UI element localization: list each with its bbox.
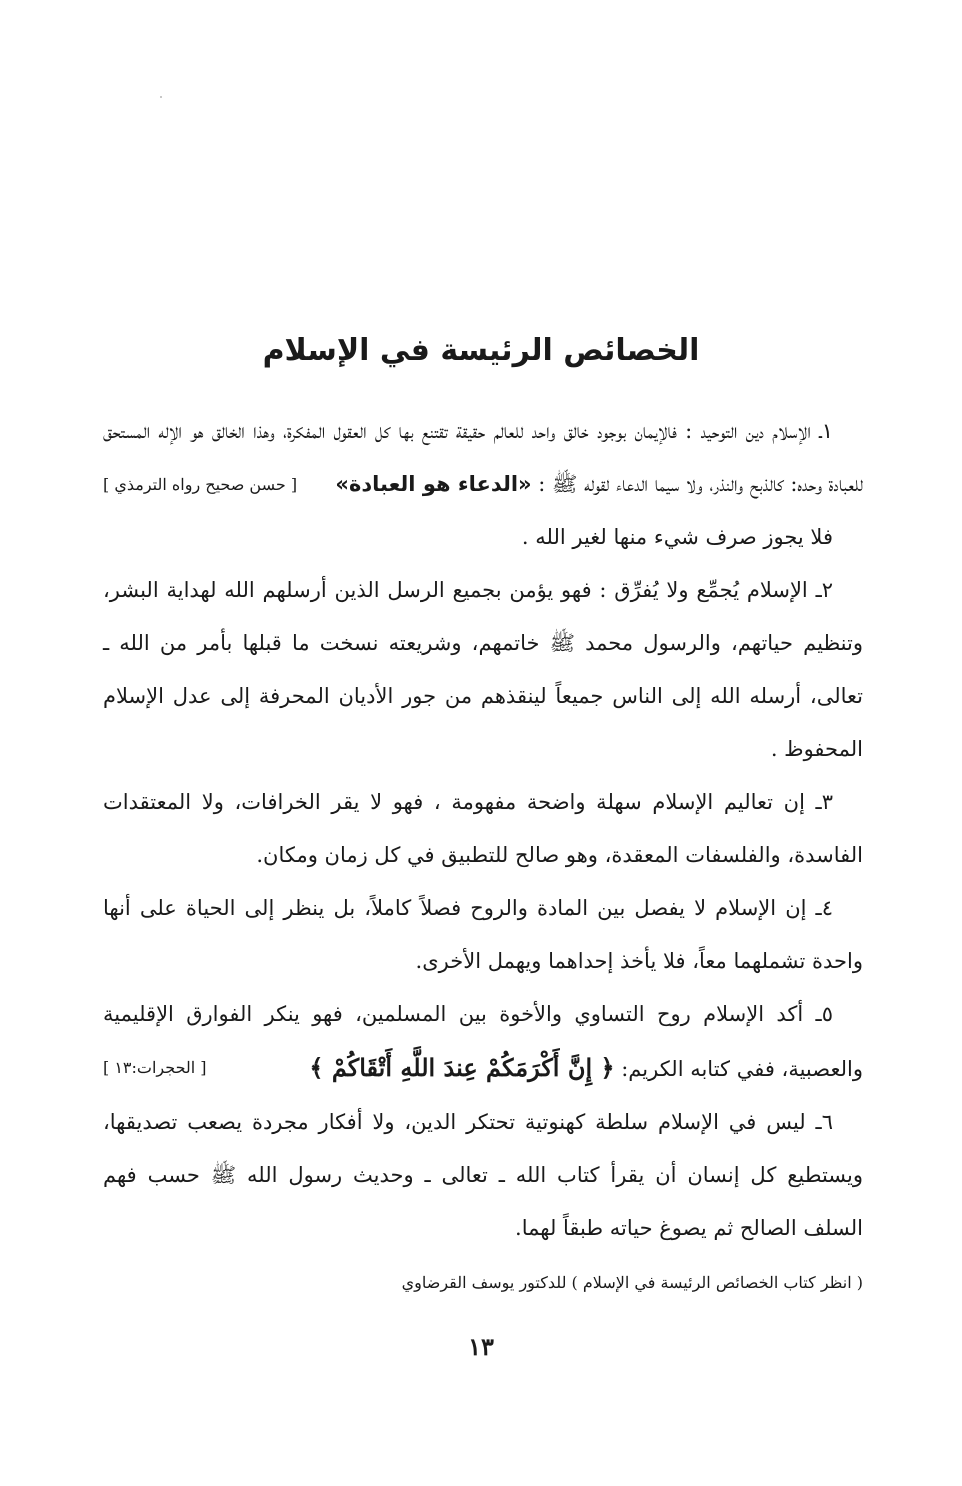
item-6: ٦ـ ليس في الإسلام سلطة كهنوتية تحتكر الدين، ولا أفكار مجردة يصعب تصديقها، ويستطيع كل إنسان أن يقرأ كتاب الله ـ تعالى ـ وحديث رسول الله ﷺ حسب فهم السلف الصالح ثم يصوغ حياته طبقاً لهما. [103,1110,863,1240]
item-1-continuation: فلا يجوز صرف شيء منها لغير الله . [521,525,833,549]
page-number: ١٣ [468,1332,494,1361]
item-3: ٣ـ إن تعاليم الإسلام سهلة واضحة مفهومة ، فهو لا يقر الخرافات، ولا المعتقدات الفاسدة، والفلسفات المعقدة، وهو صالح للتطبيق في كل زمان ومكان. [103,790,863,867]
item-1-quote: «الدعاء هو العبادة» [335,472,532,496]
footnote: ( انظر كتاب الخصائص الرئيسة في الإسلام ) للدكتور يوسف القرضاوي [401,1273,863,1292]
page-title: الخصائص الرئيسة في الإسلام [262,333,700,369]
item-1-text: ١ـ الإسلام دين التوحيد : فالإيمان بوجود خالق واحد للعالم حقيقة تقتنع بها كل العقول المفكرة، وهذا الخالق هو الإله المستحق للعبادة وحده: كالذبح والنذر، ولا سيما الدعاء لقوله ﷺ : [103,419,863,496]
item-1 [103,405,863,511]
item-5-quran-verse: ﴿ إِنَّ أَكْرَمَكُمْ عِندَ اللَّهِ أَتْقَاكُمْ ﴾ [309,1053,615,1082]
item-4: ٤ـ إن الإسلام لا يفصل بين المادة والروح فصلاً كاملاً، بل ينظر إلى الحياة على أنها واحدة تشملهما معاً، فلا يأخذ إحداهما ويهمل الأخرى. [103,896,863,973]
item-1-citation: [ حسن صحيح رواه الترمذي ] [103,475,298,494]
item-5 [103,988,863,1096]
item-2: ٢ـ الإسلام يُجمِّع ولا يُفرِّق : فهو يؤمن بجميع الرسل الذين أرسلهم الله لهداية البشر، وتنظيم حياتهم، والرسول محمد ﷺ خاتمهم، وشريعته نسخت ما قبلها بأمر من الله ـ تعالى، أرسله الله إلى الناس جميعاً لينقذهم من جور الأديان المحرفة إلى عدل الإسلام المحفوظ . [103,578,863,761]
scan-speck [160,96,162,98]
body-text [103,405,863,1255]
item-5-text: ٥ـ أكد الإسلام روح التساوي والأخوة بين المسلمين، فهو ينكر الفوارق الإقليمية والعصبية، ففي كتابه الكريم: [103,1002,863,1081]
item-5-citation: [ الحجرات:١٣ ] [103,1058,207,1077]
